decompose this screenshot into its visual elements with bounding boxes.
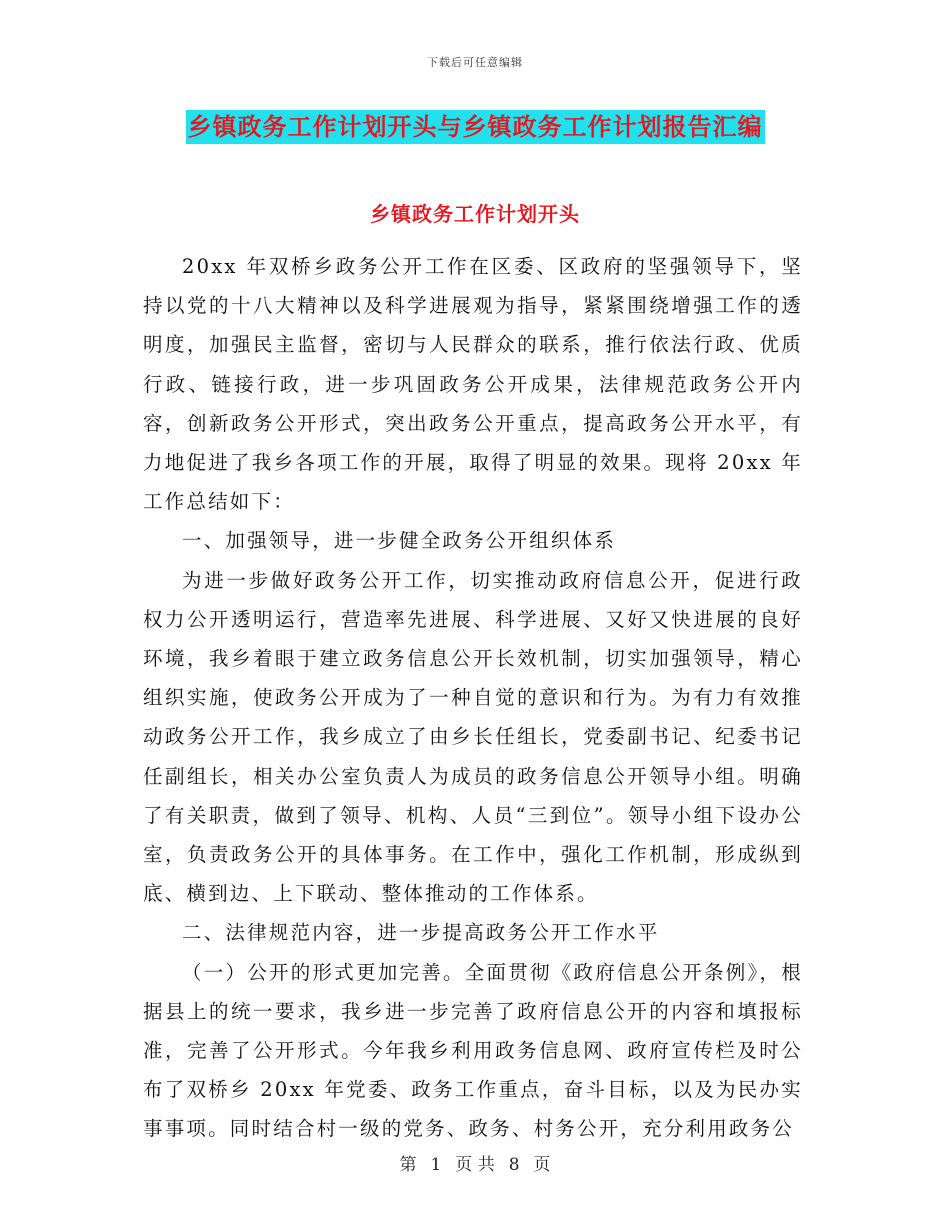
paragraph-leadership: 为进一步做好政务公开工作，切实推动政府信息公开，促进行政权力公开透明运行，营造率先进展、科学进展、又好又快进展的良好环境，我乡着眼于建立政务信息公开长效机制，切实加强领导，精心组织实施，使政务公开成为了一种自觉的意识和行为。为有力有效推动政务公开工作，我乡成立了由乡长任组长，党委副书记、纪委书记任副组长，相关办公室负责人为成员的政务信息公开领导小组。明确了有关职责，做到了领导、机构、人员“三到位”。领导小组下设办公室，负责政务公开的具体事务。在工作中，强化工作机制，形成纵到底、横到边、上下联动、整体推动的工作体系。 — [143, 568, 803, 906]
header-note: 下载后可任意编辑 — [427, 56, 523, 69]
paragraph-intro: 20xx 年双桥乡政务公开工作在区委、区政府的坚强领导下，坚持以党的十八大精神以及科学进展观为指导，紧紧围绕增强工作的透明度，加强民主监督，密切与人民群众的联系，推行依法行政、优质行政、链接行政，进一步巩固政务公开成果，法律规范政务公开内容，创新政务公开形式，突出政务公开重点，提高政务公开水平，有力地促进了我乡各项工作的开展，取得了明显的效果。现将 20xx 年工作总结如下： — [143, 255, 803, 514]
heading-standardize-content: 二、法律规范内容，进一步提高政务公开工作水平 — [182, 921, 660, 945]
document-title: 乡镇政务工作计划开头与乡镇政务工作计划报告汇编 — [186, 110, 765, 144]
heading-strengthen-leadership: 一、加强领导，进一步健全政务公开组织体系 — [182, 529, 617, 553]
page-footer — [0, 1150, 950, 1175]
document-title-wrap — [0, 110, 950, 144]
page-number: 1 — [430, 1155, 442, 1175]
footer-suffix: 页 — [533, 1155, 551, 1175]
total-pages: 8 — [508, 1155, 520, 1175]
footer-prefix: 第 — [399, 1155, 417, 1175]
paragraph-disclosure-form: （一）公开的形式更加完善。全面贯彻《政府信息公开条例》，根据县上的统一要求，我乡进一步完善了政府信息公开的内容和填报标准，完善了公开形式。今年我乡利用政务信息网、政府宣传栏及时公布了双桥乡 20xx 年党委、政务工作重点，奋斗目标，以及为民办实事事项。同时结合村一级的党务、政务、村务公开，充分利用政务公 — [143, 960, 803, 1141]
footer-middle: 页 共 — [455, 1155, 495, 1175]
section-title: 乡镇政务工作计划开头 — [370, 202, 580, 226]
document-body — [143, 247, 803, 1149]
